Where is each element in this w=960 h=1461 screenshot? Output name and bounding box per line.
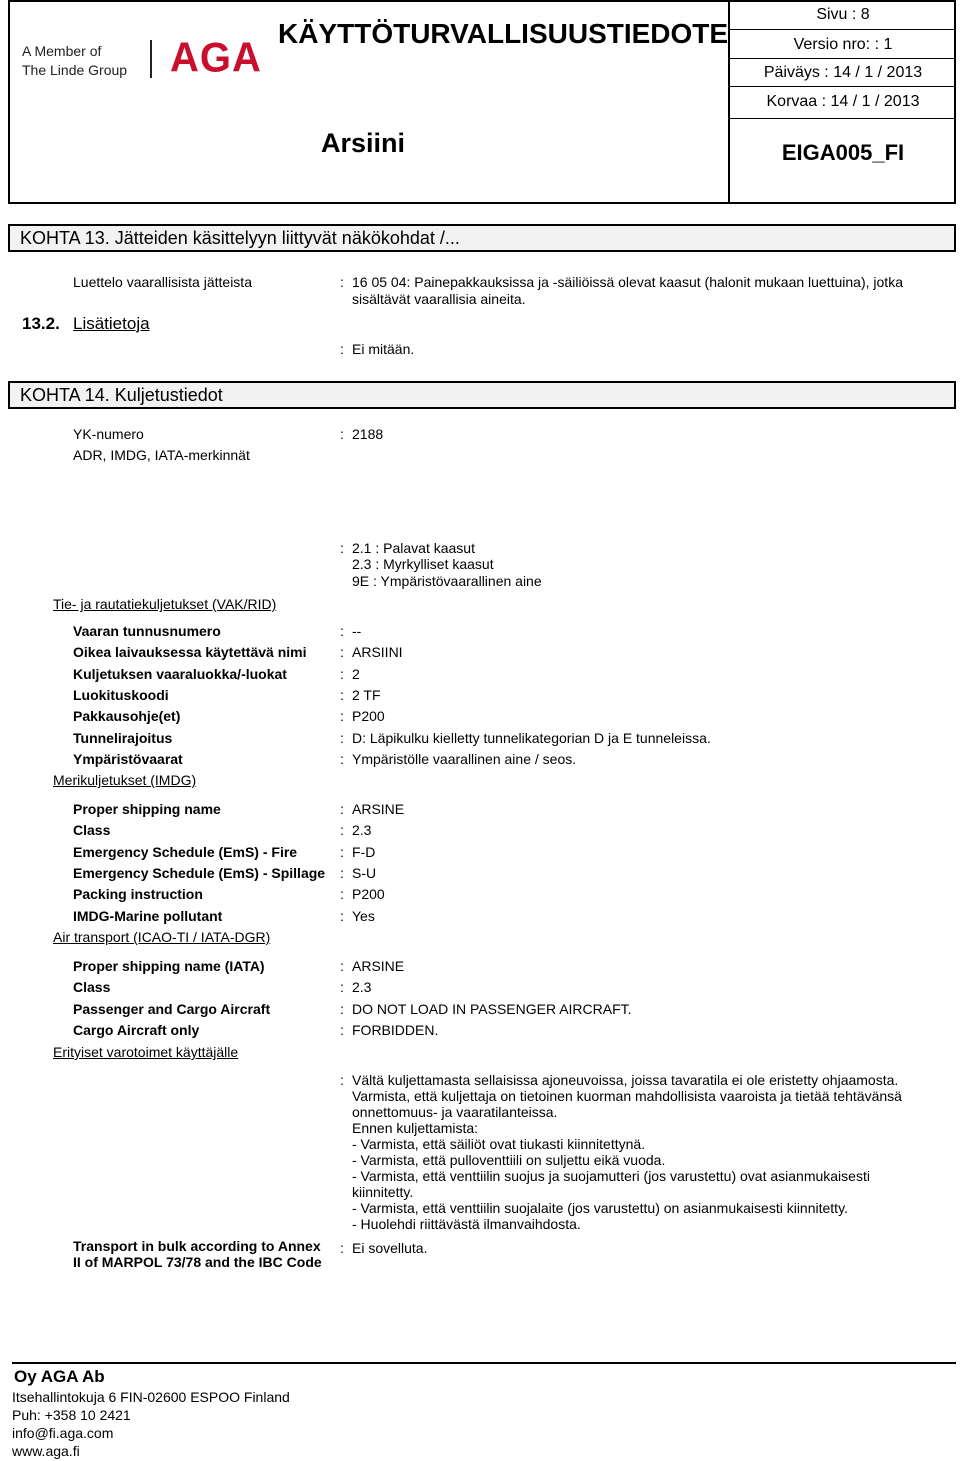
row-label: Tunnelirajoitus: [73, 729, 173, 746]
document-title: KÄYTTÖTURVALLISUUSTIEDOTE: [278, 18, 729, 49]
colon: :: [340, 665, 344, 682]
footer-website[interactable]: www.aga.fi: [12, 1443, 80, 1459]
special-line: - Varmista, että säiliöt ovat tiukasti kiinnitettynä.: [352, 1136, 646, 1152]
bulk-transport-value: Ei sovelluta.: [352, 1240, 428, 1256]
row-value: D: Läpikulku kielletty tunnelikategorian D ja E tunneleissa.: [352, 729, 711, 746]
row-value: ARSINE: [352, 801, 405, 817]
replaces-date: Korvaa : 14 / 1 / 2013: [766, 93, 920, 110]
special-line: - Huolehdi riittävästä ilmanvaihdosta.: [352, 1216, 581, 1232]
aga-logo: AGA: [170, 34, 262, 82]
row-value: 2.3: [352, 979, 372, 996]
colon: :: [340, 750, 344, 767]
footer-divider: [12, 1362, 956, 1364]
product-name: Arsiini: [321, 128, 406, 158]
adr-labels-label: ADR, IMDG, IATA-merkinnät: [73, 447, 250, 463]
colon: :: [340, 644, 344, 661]
row-value: P200: [352, 708, 385, 725]
bulk-label-line-1: Transport in bulk according to Annex: [73, 1238, 321, 1254]
section-13-2-value: Ei mitään.: [352, 341, 415, 357]
colon: :: [340, 801, 344, 817]
colon: :: [340, 958, 344, 974]
colon: :: [340, 843, 344, 860]
row-label: Cargo Aircraft only: [73, 1021, 200, 1038]
special-precautions-text: [352, 1072, 902, 1232]
colon: :: [340, 979, 344, 996]
page-number: Sivu : 8: [816, 6, 870, 23]
colon: :: [340, 1240, 344, 1256]
row-label: Kuljetuksen vaaraluokka/-luokat: [73, 665, 287, 682]
row-value: --: [352, 623, 362, 639]
row-label: Passenger and Cargo Aircraft: [73, 1000, 271, 1017]
colon: :: [340, 822, 344, 839]
section-14-heading: KOHTA 14. Kuljetustiedot: [8, 381, 956, 409]
bulk-label-line-2: II of MARPOL 73/78 and the IBC Code: [73, 1254, 322, 1270]
air-transport-heading: Air transport (ICAO-TI / IATA-DGR): [53, 929, 271, 945]
colon: :: [340, 708, 344, 725]
row-value: DO NOT LOAD IN PASSENGER AIRCRAFT.: [352, 1000, 632, 1017]
document-code: EIGA005_FI: [781, 140, 905, 165]
row-label: Emergency Schedule (EmS) - Fire: [73, 843, 298, 860]
colon: :: [340, 864, 344, 881]
row-label: Proper shipping name: [73, 801, 221, 817]
row-value: Yes: [352, 907, 375, 924]
issue-date: Päiväys : 14 / 1 / 2013: [763, 64, 923, 81]
hazard-label-3: 9E : Ympäristövaarallinen aine: [352, 573, 542, 589]
un-number-value: 2188: [352, 426, 384, 442]
meta-divider: [730, 29, 956, 30]
row-label: Ympäristövaarat: [73, 750, 183, 767]
special-line: kiinnitetty.: [352, 1184, 414, 1200]
footer-company: Oy AGA Ab: [14, 1367, 105, 1386]
colon: :: [340, 341, 344, 357]
special-line: - Varmista, että venttiilin suojus ja suojamutteri (jos varustettu) ovat asianmukaisesti: [352, 1168, 870, 1184]
linde-group-tagline: [22, 42, 127, 80]
colon: :: [340, 907, 344, 924]
section-13-2-number: 13.2.: [22, 314, 60, 333]
row-value: F-D: [352, 843, 376, 860]
special-line: onnettomuus- ja vaaratilanteissa.: [352, 1104, 558, 1120]
version-number: Versio nro: : 1: [793, 36, 893, 53]
colon: :: [340, 686, 344, 703]
row-value: 2: [352, 665, 360, 682]
road-transport-heading: Tie- ja rautatiekuljetukset (VAK/RID): [53, 596, 277, 612]
un-number-label: YK-numero: [73, 426, 144, 442]
waste-list-value-2: sisältävät vaarallisia aineita.: [352, 291, 526, 307]
special-precautions-heading: Erityiset varotoimet käyttäjälle: [53, 1044, 239, 1060]
linde-line-1: A Member of: [22, 43, 102, 59]
colon: :: [340, 1072, 344, 1088]
special-line: Varmista, että kuljettaja on tietoinen kuorman mahdollisista vaaroista ja tietää tehtävänsä: [352, 1088, 902, 1104]
hazard-label-1: 2.1 : Palavat kaasut: [352, 540, 475, 556]
hazard-label-2: 2.3 : Myrkylliset kaasut: [352, 556, 494, 572]
row-value: 2.3: [352, 822, 372, 839]
row-value: P200: [352, 886, 385, 903]
special-line: Ennen kuljettamista:: [352, 1120, 479, 1136]
row-label: Luokituskoodi: [73, 686, 169, 703]
row-label: IMDG-Marine pollutant: [73, 907, 223, 924]
footer-email[interactable]: info@fi.aga.com: [12, 1425, 114, 1441]
row-label: Packing instruction: [73, 886, 203, 903]
row-value: ARSIINI: [352, 644, 403, 661]
row-label: Pakkausohje(et): [73, 708, 181, 725]
colon: :: [340, 886, 344, 903]
row-label: Emergency Schedule (EmS) - Spillage: [73, 864, 326, 881]
colon: :: [340, 623, 344, 639]
special-line: - Varmista, että pulloventtiili on suljettu eikä vuoda.: [352, 1152, 666, 1168]
sea-transport-heading: Merikuljetukset (IMDG): [53, 772, 197, 788]
special-line: - Varmista, että venttiilin suojalaite (jos varustettu) on asianmukaisesti kiinnitetty.: [352, 1200, 848, 1216]
header-meta-column: [728, 0, 956, 204]
section-13-heading: KOHTA 13. Jätteiden käsittelyyn liittyvät näkökohdat /...: [8, 224, 956, 252]
footer-phone: Puh: +358 10 2421: [12, 1407, 131, 1423]
row-value: Ympäristölle vaarallinen aine / seos.: [352, 750, 577, 767]
waste-list-label: Luettelo vaarallisista jätteista: [73, 274, 252, 290]
section-13-2-label: Lisätietoja: [73, 314, 150, 333]
footer-address: Itsehallintokuja 6 FIN-02600 ESPOO Finland: [12, 1389, 290, 1405]
colon: :: [340, 540, 344, 556]
row-value: 2 TF: [352, 686, 381, 703]
meta-divider: [730, 86, 956, 87]
row-label: Class: [73, 979, 111, 996]
logo-divider: [150, 40, 152, 78]
colon: :: [340, 1000, 344, 1017]
meta-divider: [730, 118, 956, 119]
row-label: Class: [73, 822, 111, 839]
row-label: Proper shipping name (IATA): [73, 958, 265, 974]
row-value: ARSINE: [352, 958, 405, 974]
linde-line-2: The Linde Group: [22, 62, 128, 78]
row-value: FORBIDDEN.: [352, 1021, 439, 1038]
colon: :: [340, 274, 344, 290]
row-label: Oikea laivauksessa käytettävä nimi: [73, 644, 307, 661]
colon: :: [340, 426, 344, 442]
row-label: Vaaran tunnusnumero: [73, 623, 221, 639]
bulk-transport-label: [73, 1238, 322, 1270]
special-line: Vältä kuljettamasta sellaisissa ajoneuvoissa, joissa tavaratila ei ole eristetty ohjaamosta.: [352, 1072, 899, 1088]
meta-divider: [730, 58, 956, 59]
row-value: S-U: [352, 864, 377, 881]
colon: :: [340, 729, 344, 746]
waste-list-value-1: 16 05 04: Painepakkauksissa ja -säiliöissä olevat kaasut (halonit mukaan luettuina), jotka: [352, 274, 903, 290]
colon: :: [340, 1021, 344, 1038]
